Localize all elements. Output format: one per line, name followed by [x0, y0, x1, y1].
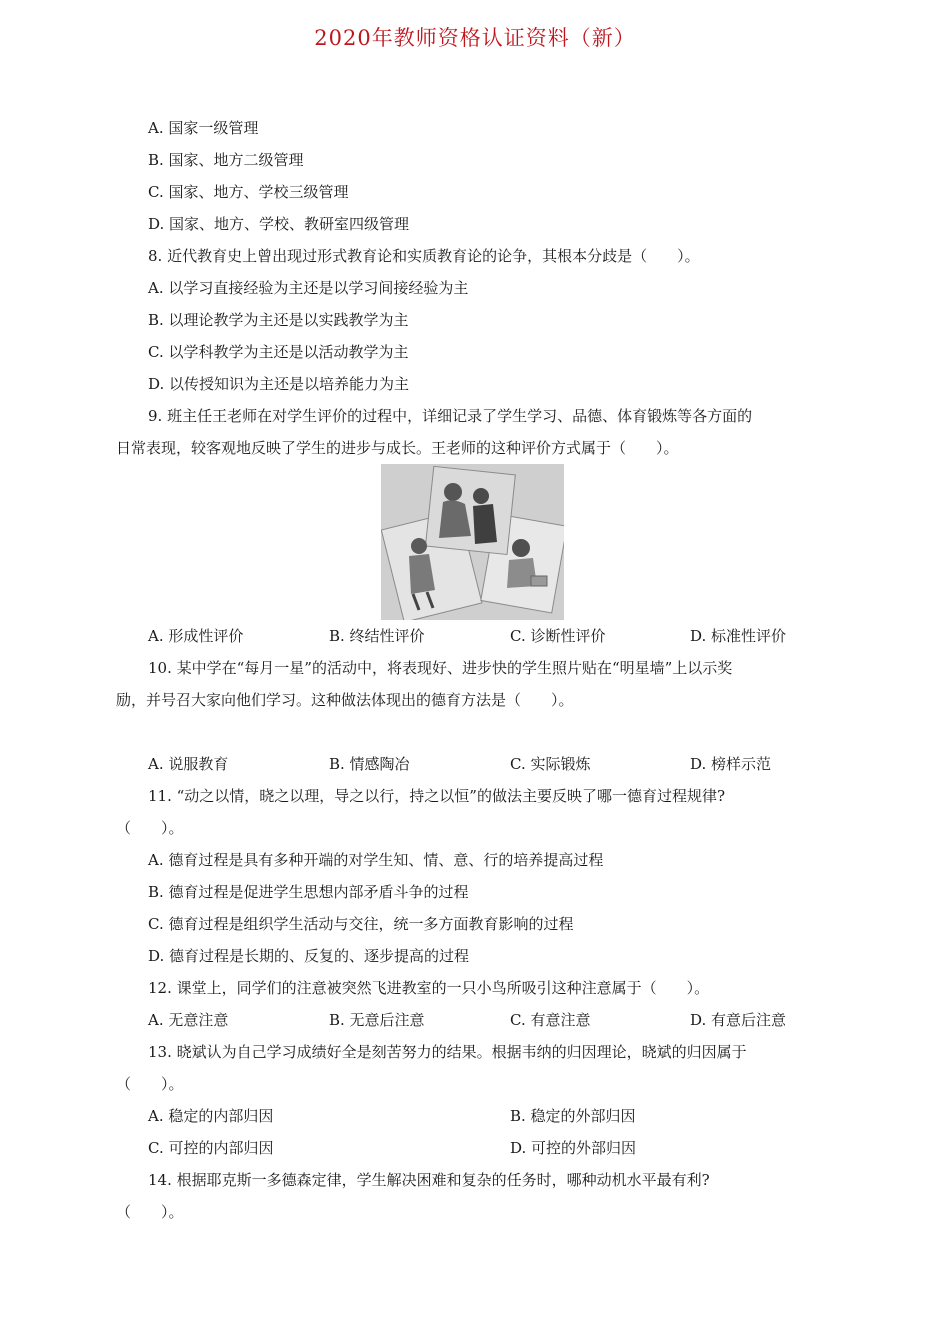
q7-option-c: C. 国家、地方、学校三级管理: [148, 183, 349, 201]
q7-option-d: D. 国家、地方、学校、教研室四级管理: [148, 215, 410, 233]
q12-stem: 12. 课堂上，同学们的注意被突然飞进教室的一只小鸟所吸引这种注意属于（ ）。: [148, 979, 710, 997]
q12-option-b: B. 无意后注意: [329, 1011, 425, 1029]
q8-option-d: D. 以传授知识为主还是以培养能力为主: [148, 375, 410, 393]
q9-option-c: C. 诊断性评价: [510, 627, 606, 645]
q9-option-d: D. 标准性评价: [690, 627, 787, 645]
q14-stem-line1: 14. 根据耶克斯一多德森定律，学生解决困难和复杂的任务时，哪种动机水平最有利?: [148, 1171, 710, 1189]
document-header: 2020年教师资格认证资料（新）: [314, 26, 636, 50]
q13-stem-line2: （ ）。: [116, 1075, 184, 1093]
q13-option-a: A. 稳定的内部归因: [148, 1107, 274, 1125]
q10-stem-line2: 励，并号召大家向他们学习。这种做法体现出的德育方法是（ ）。: [116, 691, 574, 709]
q10-option-d: D. 榜样示范: [690, 755, 772, 773]
q10-option-b: B. 情感陶冶: [329, 755, 410, 773]
q7-option-a: A. 国家一级管理: [148, 119, 259, 137]
q9-option-a: A. 形成性评价: [148, 627, 244, 645]
q10-stem-line1: 10. 某中学在“每月一星”的活动中，将表现好、进步快的学生照片贴在“明星墙”上以示奖: [148, 659, 733, 677]
q9-option-b: B. 终结性评价: [329, 627, 425, 645]
q13-option-b: B. 稳定的外部归因: [510, 1107, 636, 1125]
q11-stem-line1: 11. “动之以情，晓之以理，导之以行，持之以恒”的做法主要反映了哪一德育过程规律?: [148, 787, 726, 805]
q8-stem: 8. 近代教育史上曾出现过形式教育论和实质教育论的论争，其根本分歧是（ ）。: [148, 247, 700, 265]
q10-option-c: C. 实际锻炼: [510, 755, 591, 773]
q7-option-b: B. 国家、地方二级管理: [148, 151, 304, 169]
q13-option-c: C. 可控的内部归因: [148, 1139, 274, 1157]
q9-stem-line2: 日常表现，较客观地反映了学生的进步与成长。王老师的这种评价方式属于（ ）。: [116, 439, 679, 457]
q13-option-d: D. 可控的外部归因: [510, 1139, 637, 1157]
q11-option-b: B. 德育过程是促进学生思想内部矛盾斗争的过程: [148, 883, 469, 901]
q11-option-c: C. 德育过程是组织学生活动与交往，统一多方面教育影响的过程: [148, 915, 574, 933]
q8-option-b: B. 以理论教学为主还是以实践教学为主: [148, 311, 409, 329]
q11-option-a: A. 德育过程是具有多种开端的对学生知、情、意、行的培养提高过程: [148, 851, 604, 869]
children-illustration: [381, 464, 564, 620]
q9-stem-line1: 9. 班主任王老师在对学生评价的过程中，详细记录了学生学习、品德、体育锻炼等各方面的: [148, 407, 753, 425]
q8-option-c: C. 以学科教学为主还是以活动教学为主: [148, 343, 409, 361]
q11-option-d: D. 德育过程是长期的、反复的、逐步提高的过程: [148, 947, 470, 965]
q10-option-a: A. 说服教育: [148, 755, 229, 773]
q12-option-a: A. 无意注意: [148, 1011, 229, 1029]
q14-stem-line2: （ ）。: [116, 1203, 184, 1221]
q11-stem-line2: （ ）。: [116, 819, 184, 837]
q12-option-d: D. 有意后注意: [690, 1011, 787, 1029]
q12-option-c: C. 有意注意: [510, 1011, 591, 1029]
q8-option-a: A. 以学习直接经验为主还是以学习间接经验为主: [148, 279, 469, 297]
q13-stem-line1: 13. 晓斌认为自己学习成绩好全是刻苦努力的结果。根据韦纳的归因理论，晓斌的归因属于: [148, 1043, 747, 1061]
